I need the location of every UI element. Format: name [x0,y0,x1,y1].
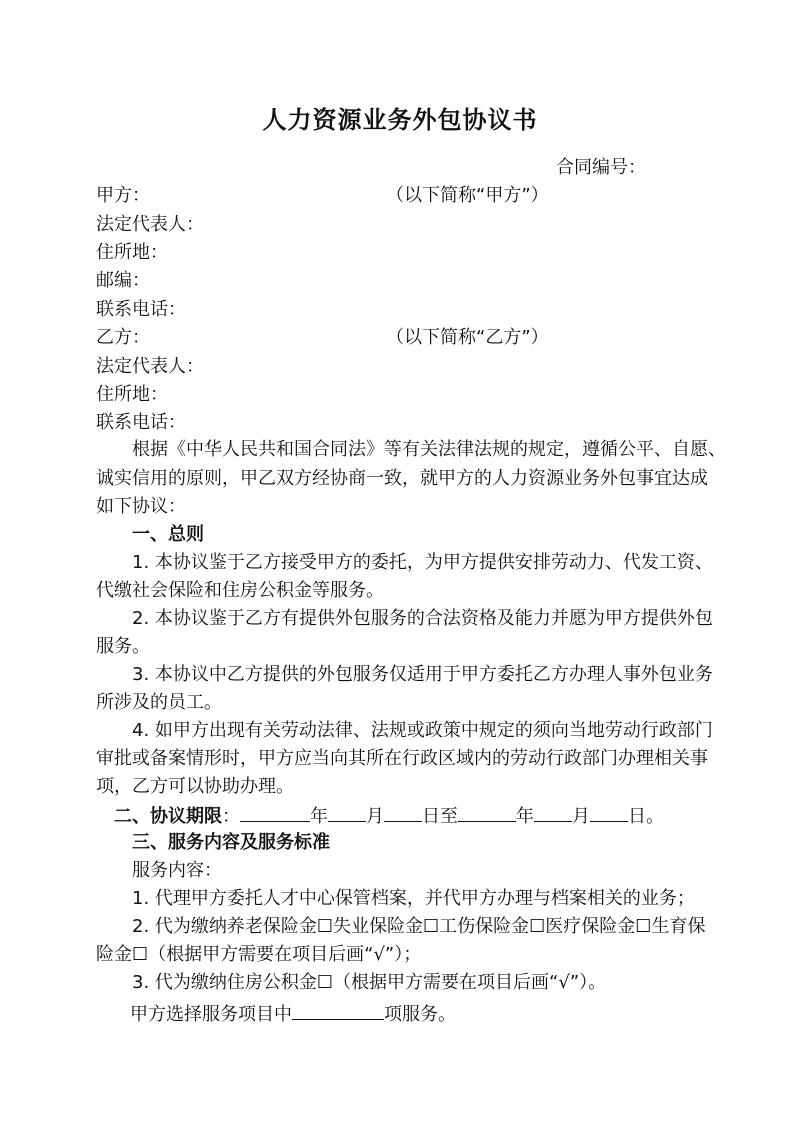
section-1-line: 1. 本协议鉴于乙方接受甲方的委托，为甲方提供安排劳动力、代发工资、 [132,552,713,573]
section-1-line: 2. 本协议鉴于乙方有提供外包服务的合法资格及能力并愿为甲方提供外包 [132,608,713,629]
party-a-postcode: 邮编： [96,270,150,291]
section-1-line: 代缴社会保险和住房公积金等服务。 [96,580,384,601]
section-3-line: 险金☐（根据甲方需要在项目后画“√”）； [96,944,422,965]
end-day-blank[interactable] [590,803,628,822]
section-1-line: 服务。 [96,636,150,657]
section-3-heading: 三、服务内容及服务标准 [132,832,330,853]
service-count-blank[interactable] [292,1001,384,1020]
party-b-phone: 联系电话： [96,412,186,433]
party-a-label: 甲方： [96,185,150,206]
party-a-alias: （以下简称“甲方”） [386,185,549,206]
section-3-line: 1. 代理甲方委托人才中心保管档案，并代甲方办理与档案相关的业务； [132,888,695,909]
section-2-heading: 二、协议期限 [114,806,222,827]
service-choice-line: 甲方选择服务项目中 项服务。 [130,1001,456,1027]
party-a-phone: 联系电话： [96,299,186,320]
section-2-term: 二、协议期限： 年 月 日至 年 月 日。 [114,803,664,829]
section-1-line: 审批或备案情形时，甲方应当向其所在行政区域内的劳动行政部门办理相关事 [96,748,708,769]
section-3-line: 2. 代为缴纳养老保险金☐失业保险金☐工伤保险金☐医疗保险金☐生育保 [132,916,706,937]
intro-line: 如下协议： [96,496,186,517]
party-a-representative: 法定代表人： [96,214,204,235]
start-month-blank[interactable] [328,803,366,822]
party-b-representative: 法定代表人： [96,356,204,377]
party-b-alias: （以下简称“乙方”） [386,327,549,348]
section-3-subheading: 服务内容： [132,860,222,881]
section-3-line: 3. 代为缴纳住房公积金☐（根据甲方需要在项目后画“√”）。 [132,972,607,993]
intro-line: 根据《中华人民共和国合同法》等有关法律法规的规定，遵循公平、自愿、 [132,439,726,460]
section-1-line: 项，乙方可以协助办理。 [96,776,294,797]
section-1-line: 所涉及的员工。 [96,692,222,713]
document-title: 人力资源业务外包协议书 [262,106,538,134]
intro-line: 诚实信用的原则，甲乙双方经协商一致，就甲方的人力资源业务外包事宜达成 [96,468,708,489]
section-1-line: 3. 本协议中乙方提供的外包服务仅适用于甲方委托乙方办理人事外包业务 [132,664,713,685]
end-month-blank[interactable] [534,803,572,822]
party-a-address: 住所地： [96,242,168,263]
section-1-heading: 一、总则 [132,524,204,545]
start-year-blank[interactable] [240,803,310,822]
party-b-address: 住所地： [96,384,168,405]
contract-number-label: 合同编号： [556,157,646,178]
section-1-line: 4. 如甲方出现有关劳动法律、法规或政策中规定的须向当地劳动行政部门 [132,720,713,741]
start-day-blank[interactable] [384,803,422,822]
party-b-label: 乙方： [96,327,150,348]
end-year-blank[interactable] [458,803,516,822]
